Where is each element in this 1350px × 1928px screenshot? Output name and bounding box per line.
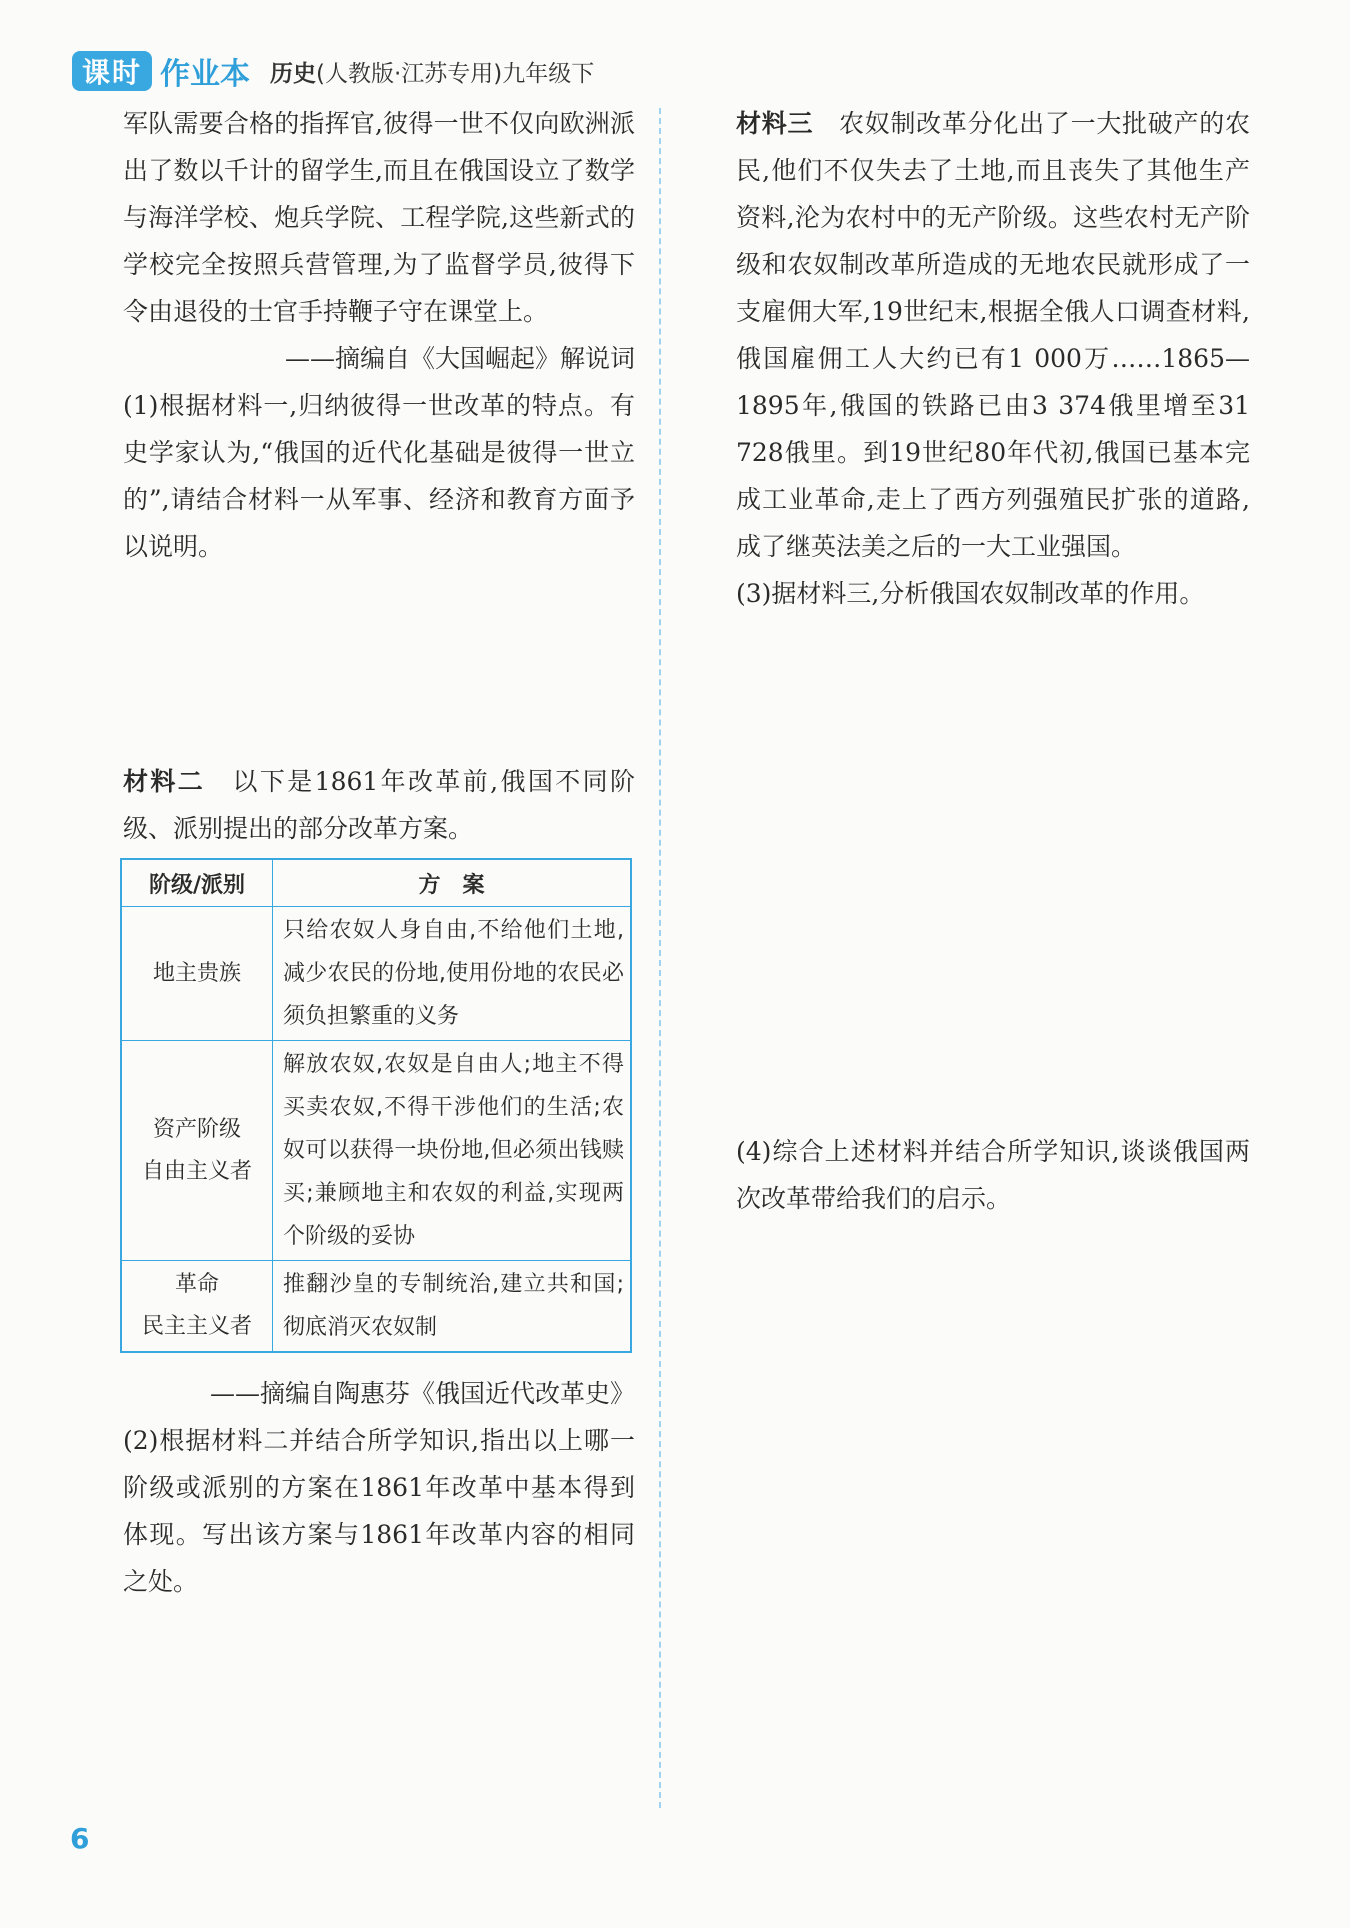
book-subject — [270, 55, 594, 88]
brand-name: 作业本 — [160, 57, 251, 92]
table-cell-class — [121, 1041, 273, 1261]
table-header-class: 阶级/派别 — [121, 859, 273, 907]
table-cell-class — [121, 1261, 273, 1353]
table-header-row — [121, 859, 631, 907]
material2-text: 以下是1861年改革前,俄国不同阶级、派别提出的部分改革方案。 — [123, 767, 635, 843]
question4: (4)综合上述材料并结合所学知识,谈谈俄国两次改革带给我们的启示。 — [736, 1137, 1250, 1213]
class-name: 资产阶级 — [152, 1116, 241, 1142]
subject-name: 历史 — [270, 60, 317, 87]
table-row — [121, 1041, 631, 1261]
question2: (2)根据材料二并结合所学知识,指出以上哪一阶级或派别的方案在1861年改革中基本得到体现。写出该方案与1861年改革内容的相同之处。 — [123, 1426, 635, 1596]
material2-label: 材料二 — [123, 767, 206, 796]
class-name: 自由主义者 — [141, 1158, 252, 1184]
question3: (3)据材料三,分析俄国农奴制改革的作用。 — [736, 579, 1205, 608]
table-row — [121, 1261, 631, 1353]
column-divider — [659, 108, 661, 1808]
table-row — [121, 907, 631, 1041]
left-column — [123, 100, 635, 570]
material3-label: 材料三 — [736, 109, 814, 138]
material1-source: ——摘编自《大国崛起》解说词 — [284, 344, 635, 373]
brand-logo: 课时 — [72, 51, 152, 91]
table-cell-plan: 解放农奴,农奴是自由人;地主不得买卖农奴,不得干涉他们的生活;农奴可以获得一块份地,但必须出钱赎买;兼顾地主和农奴的利益,实现两个阶级的妥协 — [273, 1041, 632, 1261]
material2-source: ——摘编自陶惠芬《俄国近代改革史》 — [209, 1379, 635, 1408]
table-cell-plan: 推翻沙皇的专制统治,建立共和国;彻底消灭农奴制 — [273, 1261, 632, 1353]
right-column — [736, 100, 1250, 617]
material1-text: 军队需要合格的指挥官,彼得一世不仅向欧洲派出了数以千计的留学生,而且在俄国设立了数学与海洋学校、炮兵学院、工程学院,这些新式的学校完全按照兵营管理,为了监督学员,彼得下令由退役的士官手持鞭子守在课堂上。 — [123, 109, 635, 326]
class-name: 地主贵族 — [152, 960, 241, 986]
question4-block — [736, 1128, 1250, 1222]
table-cell-plan: 只给农奴人身自由,不给他们土地,减少农民的份地,使用份地的农民必须负担繁重的义务 — [273, 907, 632, 1041]
edition-info: (人教版·江苏专用)九年级下 — [316, 60, 595, 87]
material2-after — [123, 1370, 635, 1605]
class-name: 民主主义者 — [141, 1314, 252, 1339]
material3-text: 农奴制改革分化出了一大批破产的农民,他们不仅失去了土地,而且丧失了其他生产资料,沦为农村中的无产阶级。这些农村无产阶级和农奴制改革所造成的无地农民就形成了一支雇佣大军,19世纪末,根据全俄人口调查材料,俄国雇佣工人大约已有1 000万……1865—1895年,俄国的铁路已由3 374俄里增至31 728俄里。到19世纪80年代初,俄国已基本完成工业革命,走上了西方列强殖民扩张的道路,成了继英法美之后的一大工业强国。 — [736, 109, 1250, 561]
reform-plans-table — [120, 858, 632, 1353]
table-cell-class — [121, 907, 273, 1041]
page-header — [72, 46, 594, 96]
class-name: 革命 — [174, 1272, 219, 1297]
question1: (1)根据材料一,归纳彼得一世改革的特点。有史学家认为,“俄国的近代化基础是彼得一世立的”,请结合材料一从军事、经济和教育方面予以说明。 — [123, 391, 635, 561]
table-header-plan: 方 案 — [273, 859, 632, 907]
page-number: 6 — [70, 1822, 90, 1855]
material2 — [123, 758, 635, 852]
